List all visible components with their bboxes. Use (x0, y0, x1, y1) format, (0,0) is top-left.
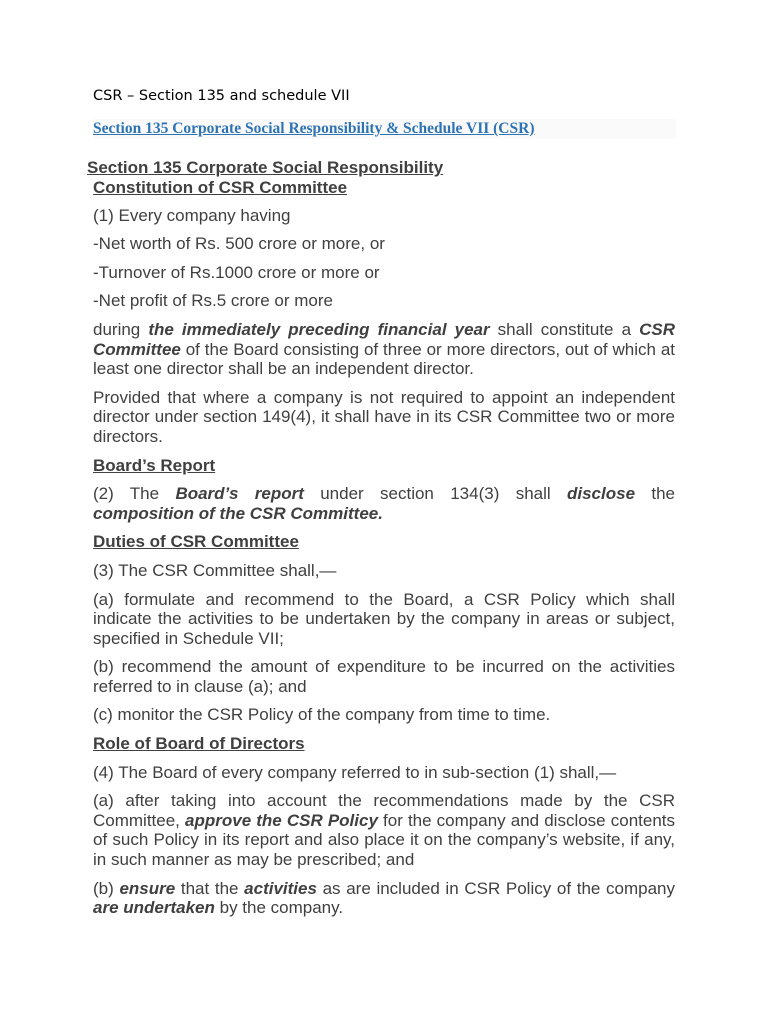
emphasis: composition of the CSR Committee. (93, 503, 383, 523)
text-run: the (635, 484, 675, 504)
emphasis: activities (244, 878, 317, 898)
text-run: by the company. (214, 898, 344, 918)
paragraph: (1) Every company having (93, 205, 291, 225)
emphasis: Board’s report (175, 484, 304, 504)
paragraph: (3) The CSR Committee shall,— (93, 560, 337, 580)
main-heading: Section 135 Corporate Social Responsibility (87, 158, 444, 177)
text-run: (b) (93, 878, 120, 898)
text-run: under section 134(3) shall (303, 484, 567, 504)
emphasis: approve the CSR Policy (185, 810, 378, 830)
text-run: during (93, 319, 149, 339)
text-run: (a) after taking into account the recommendations made by the CSR Committee, (93, 791, 675, 830)
role-heading: Role of Board of Directors (93, 734, 305, 754)
link-bar (93, 119, 676, 139)
paragraph (93, 484, 675, 523)
paragraph: -Net worth of Rs. 500 crore or more, or (93, 234, 385, 254)
paragraph: Provided that where a company is not required to appoint an independent director under section 149(4), it shall have in its CSR Committee two or more directors. (93, 387, 675, 446)
paragraph (93, 320, 675, 379)
emphasis: ensure (119, 878, 176, 898)
duties-heading: Duties of CSR Committee (93, 532, 299, 552)
paragraph (93, 791, 675, 869)
paragraph: (c) monitor the CSR Policy of the company from time to time. (93, 705, 551, 725)
text-run: (2) The (93, 484, 176, 504)
emphasis: are undertaken (93, 898, 215, 918)
paragraph: (a) formulate and recommend to the Board, a CSR Policy which shall indicate the activities to be undertaken by the company in areas or subject, specified in Schedule VII; (93, 589, 675, 648)
paragraph: (4) The Board of every company referred to in sub-section (1) shall,— (93, 762, 617, 782)
text-run: of the Board consisting of three or more directors, out of which at least one director shall be an independent director. (93, 339, 675, 379)
paragraph: (b) recommend the amount of expenditure to be incurred on the activities referred to in clause (a); and (93, 657, 675, 696)
emphasis: CSR Committee (93, 319, 676, 359)
text-run: for the company and disclose contents of such Policy in its report and also place it on the company’s website, if any, in such manner as may be prescribed; and (93, 810, 675, 870)
text-run: that the (175, 878, 245, 898)
paragraph: -Net profit of Rs.5 crore or more (93, 291, 333, 311)
emphasis: disclose (566, 484, 636, 504)
text-run: as are included in CSR Policy of the company (316, 878, 675, 898)
paragraph: -Turnover of Rs.1000 crore or more or (93, 262, 380, 282)
document-body (93, 178, 675, 927)
paragraph (93, 879, 675, 918)
document-title: CSR – Section 135 and schedule VII (93, 88, 350, 104)
text-run: shall constitute a (489, 319, 640, 339)
section-link[interactable]: Section 135 Corporate Social Responsibility & Schedule VII (CSR) (93, 120, 535, 137)
boards-report-heading: Board’s Report (93, 455, 216, 475)
constitution-heading: Constitution of CSR Committee (93, 178, 348, 197)
emphasis: the immediately preceding financial year (148, 319, 490, 339)
